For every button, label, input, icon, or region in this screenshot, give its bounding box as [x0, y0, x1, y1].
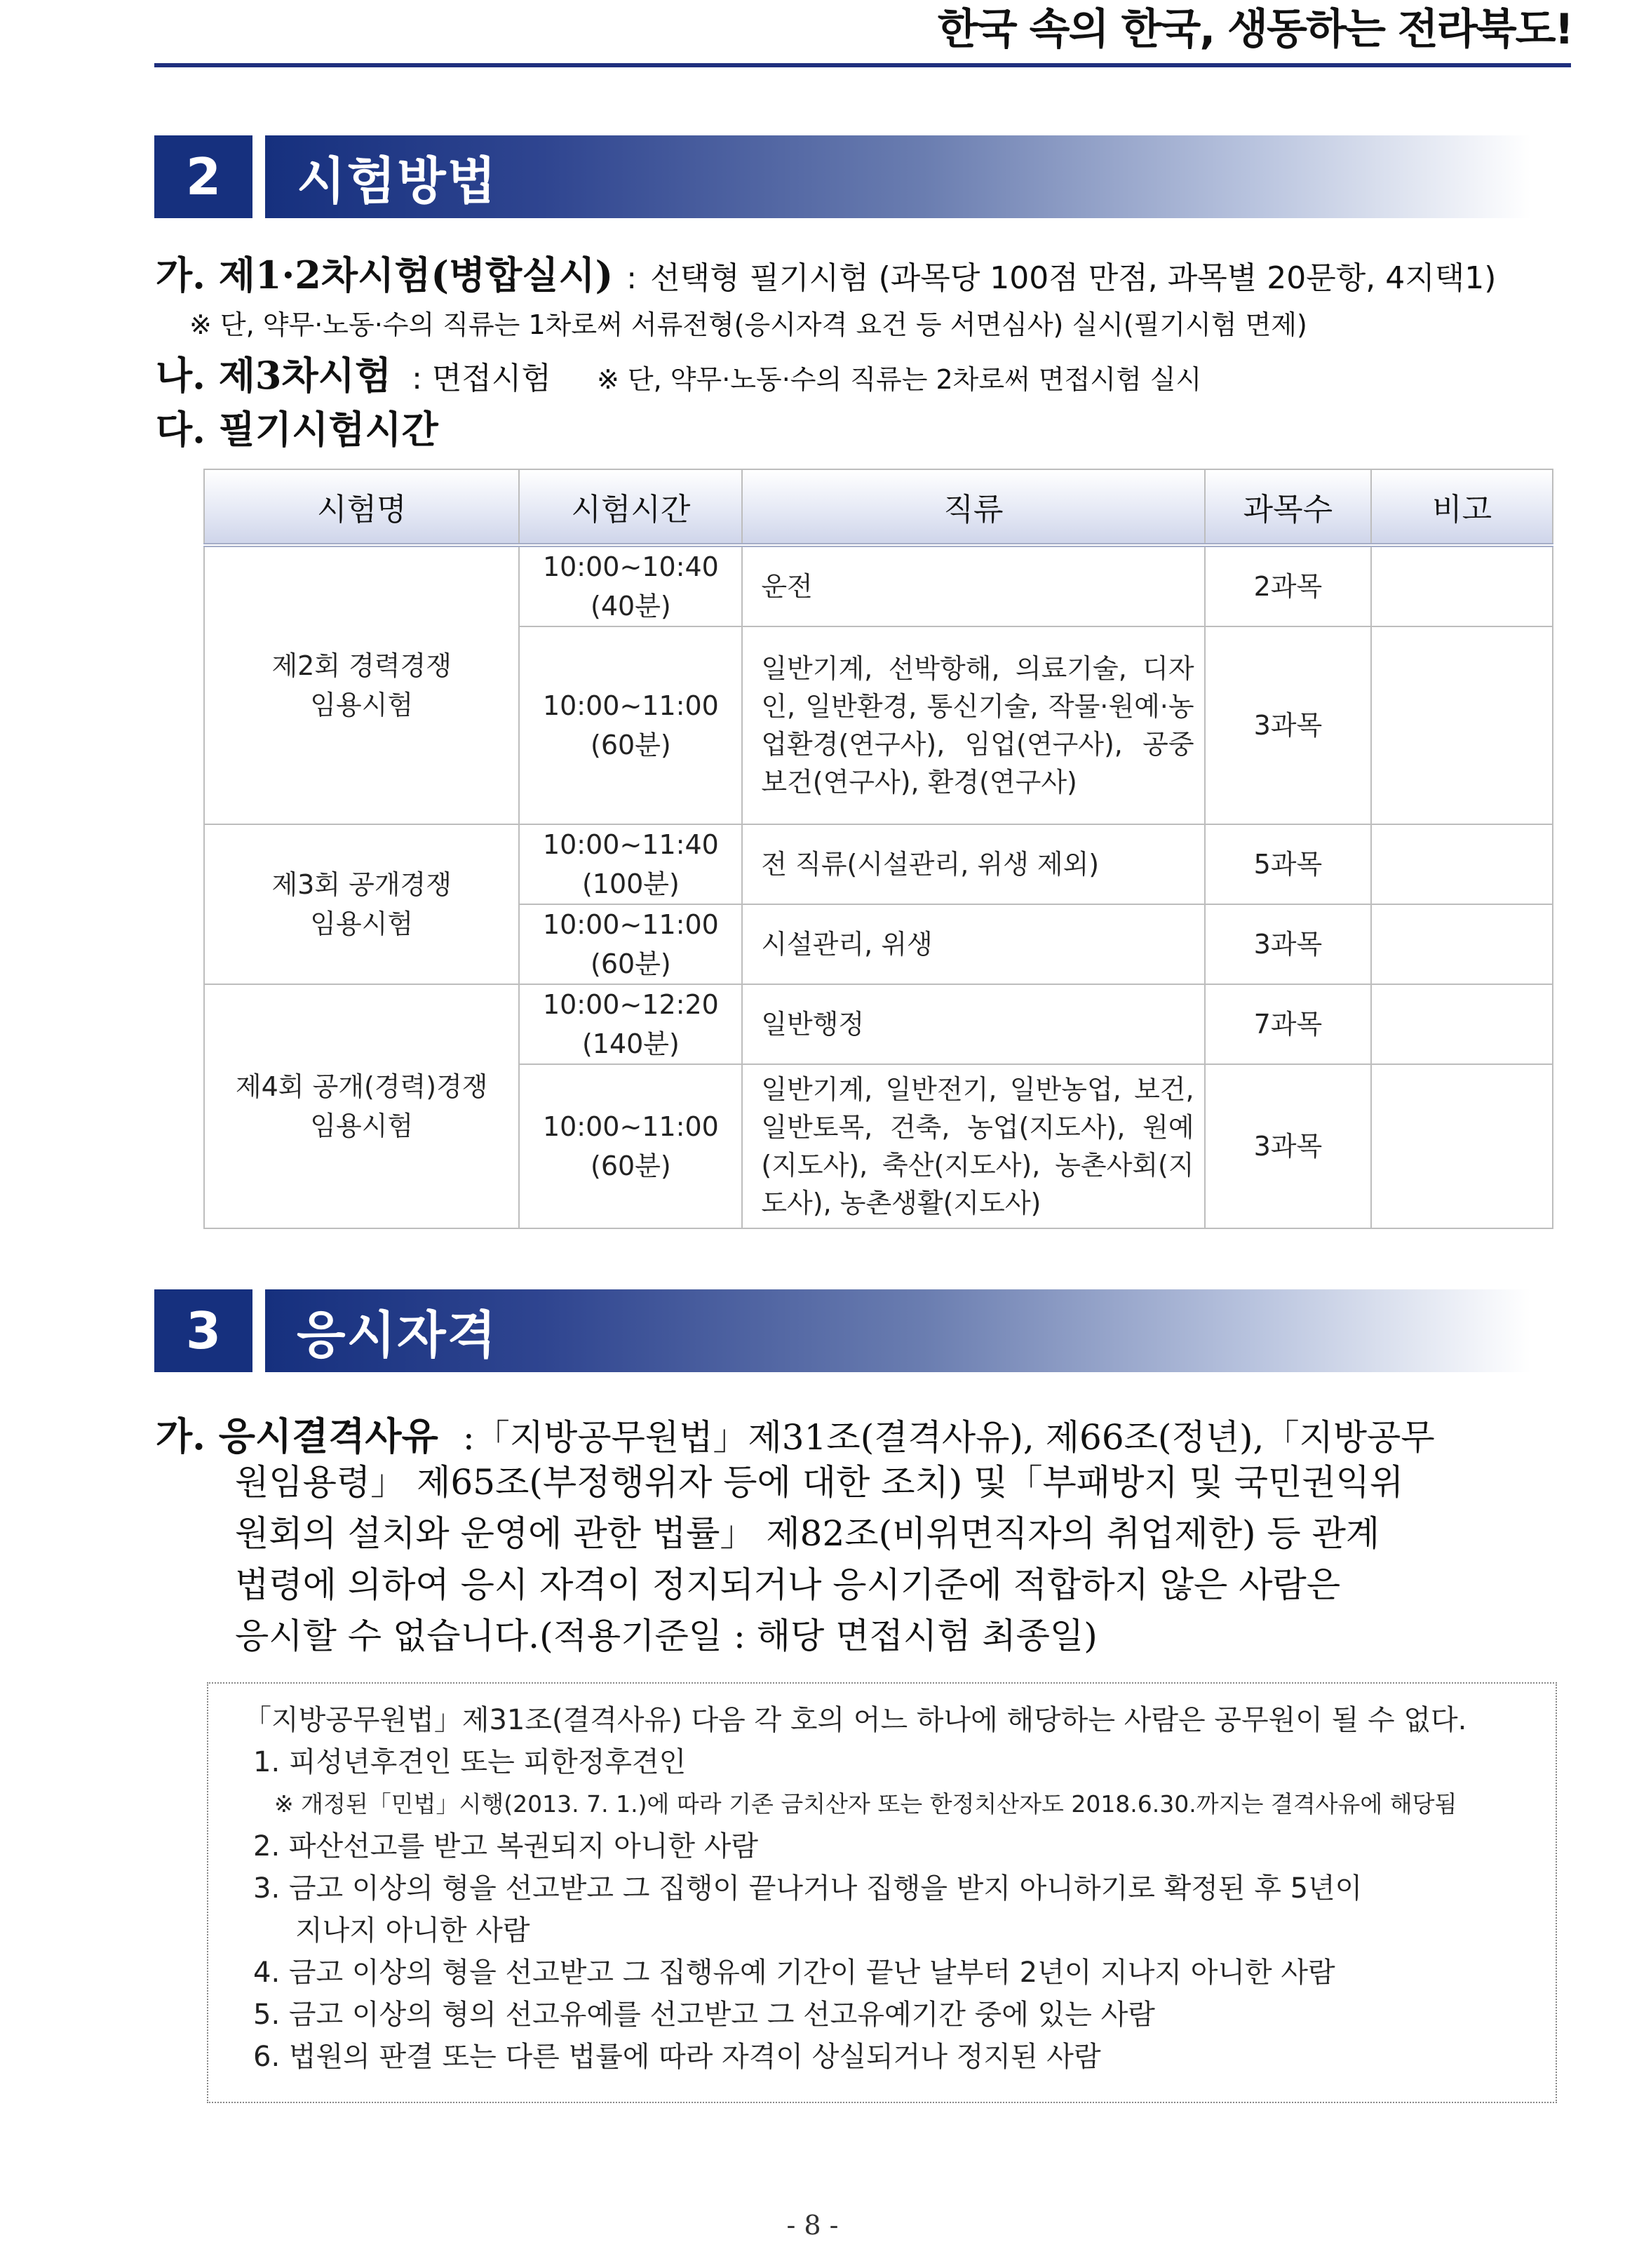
field-cell: 일반행정: [742, 984, 1204, 1064]
field-cell: 시설관리, 위생: [742, 904, 1204, 984]
note-cell: [1371, 545, 1553, 626]
item-a-text: 선택형 필기시험 (과목당 100점 만점, 과목별 20문항, 4지택1): [650, 260, 1497, 296]
time-cell: 10:00~11:00 (60분): [519, 904, 742, 984]
subjects-cell: 7과목: [1205, 984, 1372, 1064]
col-header: 직류: [742, 469, 1204, 545]
box-intro: 「지방공무원법」제31조(결격사유) 다음 각 호의 어느 하나에 해당하는 사람은 공무원이 될 수 없다.: [243, 1704, 1467, 1736]
field-cell: 전 직류(시설관리, 위생 제외): [742, 824, 1204, 904]
subjects-cell: 3과목: [1205, 1064, 1372, 1228]
box-item: 6. 법원의 판결 또는 다른 법률에 따라 자격이 상실되거나 정지된 사람: [253, 2041, 1101, 2073]
table-row: [204, 984, 1553, 1064]
note-cell: [1371, 904, 1553, 984]
item-a-note: ※ 단, 약무·노동·수의 직류는 1차로써 서류전형(응시자격 요건 등 서면심사) 실시(필기시험 면제): [189, 309, 1307, 340]
box-item: 1. 피성년후견인 또는 피한정후견인: [253, 1746, 687, 1778]
box-item: 4. 금고 이상의 형을 선고받고 그 집행유예 기간이 끝난 날부터 2년이 지나지 아니한 사람: [253, 1957, 1335, 1989]
box-item: 5. 금고 이상의 형의 선고유예를 선고받고 그 선고유예기간 중에 있는 사람: [253, 1999, 1155, 2031]
table-header-row: [204, 469, 1553, 545]
field-cell: 일반기계, 선박항해, 의료기술, 디자인, 일반환경, 통신기술, 작물·원예·농업환경(연구사), 임업(연구사), 공중보건(연구사), 환경(연구사): [742, 626, 1204, 824]
time-cell: 10:00~12:20 (140분): [519, 984, 742, 1064]
section-2-number: 2: [154, 135, 252, 218]
time-cell: 10:00~10:40 (40분): [519, 545, 742, 626]
field-cell: 운전: [742, 545, 1204, 626]
note-cell: [1371, 1064, 1553, 1228]
box-note: ※ 개정된「민법」시행(2013. 7. 1.)에 따라 기존 금치산자 또는 한정치산자도 2018.6.30.까지는 결격사유에 해당됨: [274, 1790, 1457, 1818]
subjects-cell: 2과목: [1205, 545, 1372, 626]
box-item: 3. 금고 이상의 형을 선고받고 그 집행이 끝나거나 집행을 받지 아니하기로 확정된 후 5년이: [253, 1872, 1363, 1905]
col-header: 비고: [1371, 469, 1553, 545]
col-header: 시험시간: [519, 469, 742, 545]
col-header: 과목수: [1205, 469, 1372, 545]
item-b-text: : 면접시험: [412, 361, 551, 396]
table-row: [204, 824, 1553, 904]
time-cell: 10:00~11:40 (100분): [519, 824, 742, 904]
section-3-title: 응시자격: [265, 1289, 1531, 1372]
item-b-note: ※ 단, 약무·노동·수의 직류는 2차로써 면접시험 실시: [597, 364, 1202, 395]
box-item-continued: 지나지 아니한 사람: [295, 1914, 530, 1947]
section-3-heading: [154, 1289, 1531, 1372]
header-slogan: 한국 속의 한국, 생동하는 전라북도!: [937, 5, 1572, 54]
field-cell: 일반기계, 일반전기, 일반농업, 보건, 일반토목, 건축, 농업(지도사), 원예(지도사), 축산(지도사), 농촌사회(지도사), 농촌생활(지도사): [742, 1064, 1204, 1228]
exam-schedule-table: [203, 469, 1553, 1229]
section-2-heading: [154, 135, 1531, 218]
exam-name-cell: 제2회 경력경쟁 임용시험: [204, 545, 519, 824]
time-cell: 10:00~11:00 (60분): [519, 626, 742, 824]
note-cell: [1371, 984, 1553, 1064]
item-a-label: 가. 제1·2차시험(병합실시): [156, 253, 614, 297]
subjects-cell: 5과목: [1205, 824, 1372, 904]
time-cell: 10:00~11:00 (60분): [519, 1064, 742, 1228]
col-header: 시험명: [204, 469, 519, 545]
item-3a-label: 가. 응시결격사유: [156, 1414, 438, 1458]
section-3-item-a: 가. 응시결격사유 :「지방공무원법」제31조(결격사유), 제66조(정년),「지방공무: [156, 1414, 1435, 1458]
disqualification-box: [207, 1682, 1557, 2103]
section-2-item-a: 가. 제1·2차시험(병합실시) : 선택형 필기시험 (과목당 100점 만점, 과목별 20문항, 4지택1): [156, 253, 1497, 297]
exam-name-cell: 제3회 공개경쟁 임용시험: [204, 824, 519, 984]
box-item: 2. 파산선고를 받고 복권되지 아니한 사람: [253, 1830, 758, 1863]
exam-name-cell: 제4회 공개(경력)경쟁 임용시험: [204, 984, 519, 1228]
header-rule: [154, 63, 1571, 67]
item-b-label: 나. 제3차시험: [156, 353, 391, 398]
subjects-cell: 3과목: [1205, 626, 1372, 824]
page-number: - 8 -: [786, 2210, 839, 2241]
section-2-item-b: [156, 346, 1201, 400]
item-c-label: 다. 필기시험시간: [156, 407, 438, 452]
subjects-cell: 3과목: [1205, 904, 1372, 984]
section-3-number: 3: [154, 1289, 252, 1372]
note-cell: [1371, 824, 1553, 904]
note-cell: [1371, 626, 1553, 824]
section-2-title: 시험방법: [265, 135, 1531, 218]
table-row: [204, 545, 1553, 626]
